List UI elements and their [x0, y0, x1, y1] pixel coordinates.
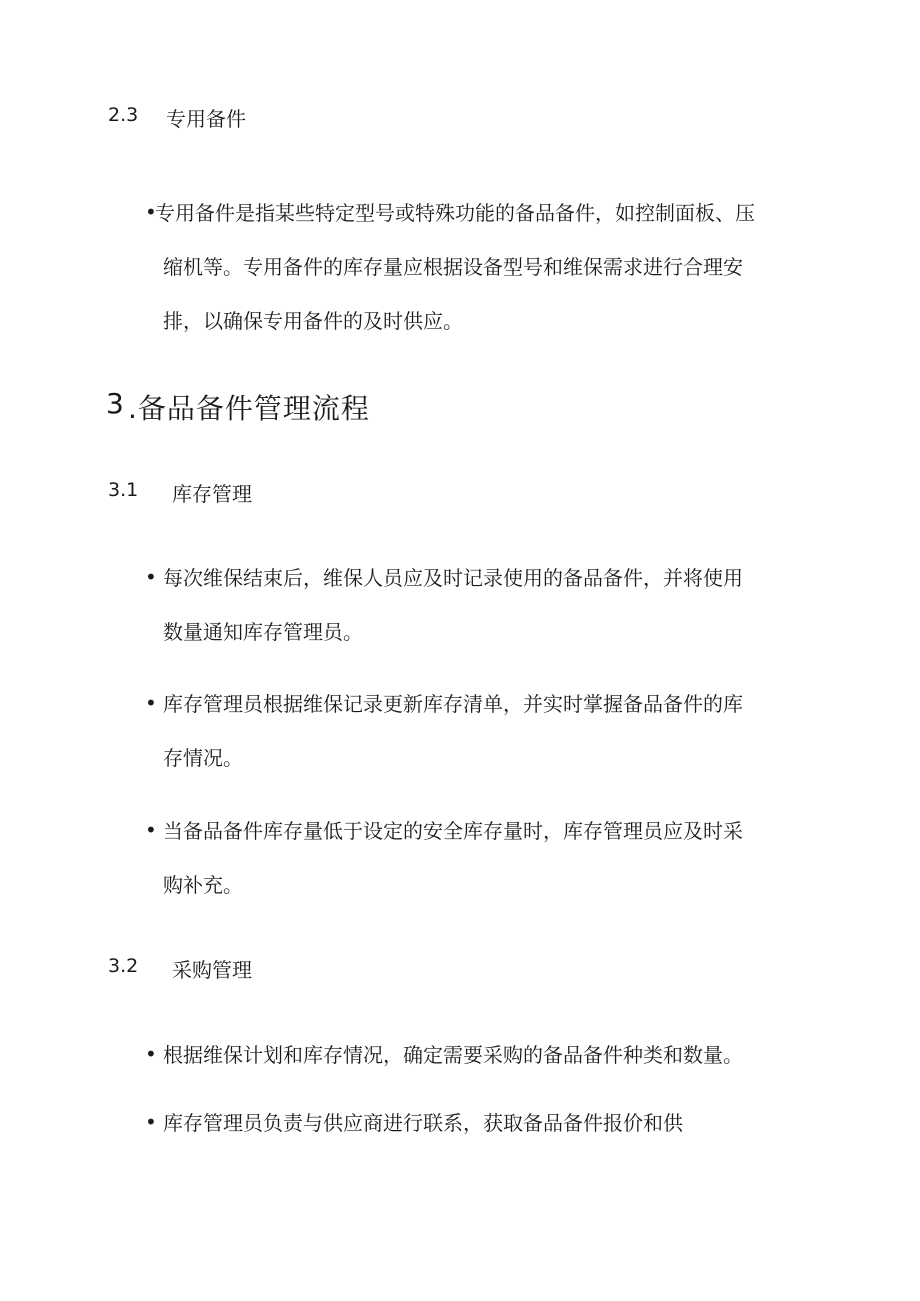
- section-title: 采购管理: [172, 958, 252, 982]
- paragraph-line: 存情况。: [163, 746, 243, 770]
- list-item: [163, 1028, 803, 1082]
- heading-number: 3: [106, 387, 125, 420]
- section-number: 3.2: [108, 955, 139, 977]
- paragraph-line: 根据维保计划和库存情况，确定需要采购的备品备件种类和数量。: [163, 1043, 743, 1067]
- paragraph-line: 每次维保结束后，维保人员应及时记录使用的备品备件，并将使用: [163, 566, 743, 590]
- section-title: 专用备件: [166, 107, 246, 131]
- bullet-marker: •: [145, 1042, 157, 1066]
- section-number: 3.1: [108, 479, 139, 501]
- list-item: [163, 551, 803, 659]
- list-item: [163, 1096, 803, 1150]
- paragraph-line: 缩机等。专用备件的库存量应根据设备型号和维保需求进行合理安: [163, 255, 743, 279]
- section-number: 2.3: [108, 104, 139, 126]
- bullet-marker: •: [145, 1110, 157, 1134]
- paragraph-line: 排，以确保专用备件的及时供应。: [163, 309, 463, 333]
- list-item: [163, 677, 803, 785]
- paragraph-line: 库存管理员负责与供应商进行联系，获取备品备件报价和供: [163, 1111, 683, 1135]
- section-title: 库存管理: [172, 482, 252, 506]
- paragraph-line: 数量通知库存管理员。: [163, 620, 363, 644]
- heading-title: .备品备件管理流程: [128, 392, 370, 425]
- bullet-marker: •: [145, 691, 157, 715]
- bullet-marker: •: [145, 818, 157, 842]
- list-item: [163, 804, 803, 912]
- paragraph-line: 购补充。: [163, 873, 243, 897]
- paragraph-line: 库存管理员根据维保记录更新库存清单，并实时掌握备品备件的库: [163, 692, 743, 716]
- paragraph-line: 专用备件是指某些特定型号或特殊功能的备品备件，如控制面板、压: [155, 201, 755, 225]
- bullet-marker: •: [145, 565, 157, 589]
- paragraph-line: 当备品备件库存量低于设定的安全库存量时，库存管理员应及时采: [163, 819, 743, 843]
- bullet-marker: •: [145, 200, 157, 224]
- paragraph: [155, 186, 795, 348]
